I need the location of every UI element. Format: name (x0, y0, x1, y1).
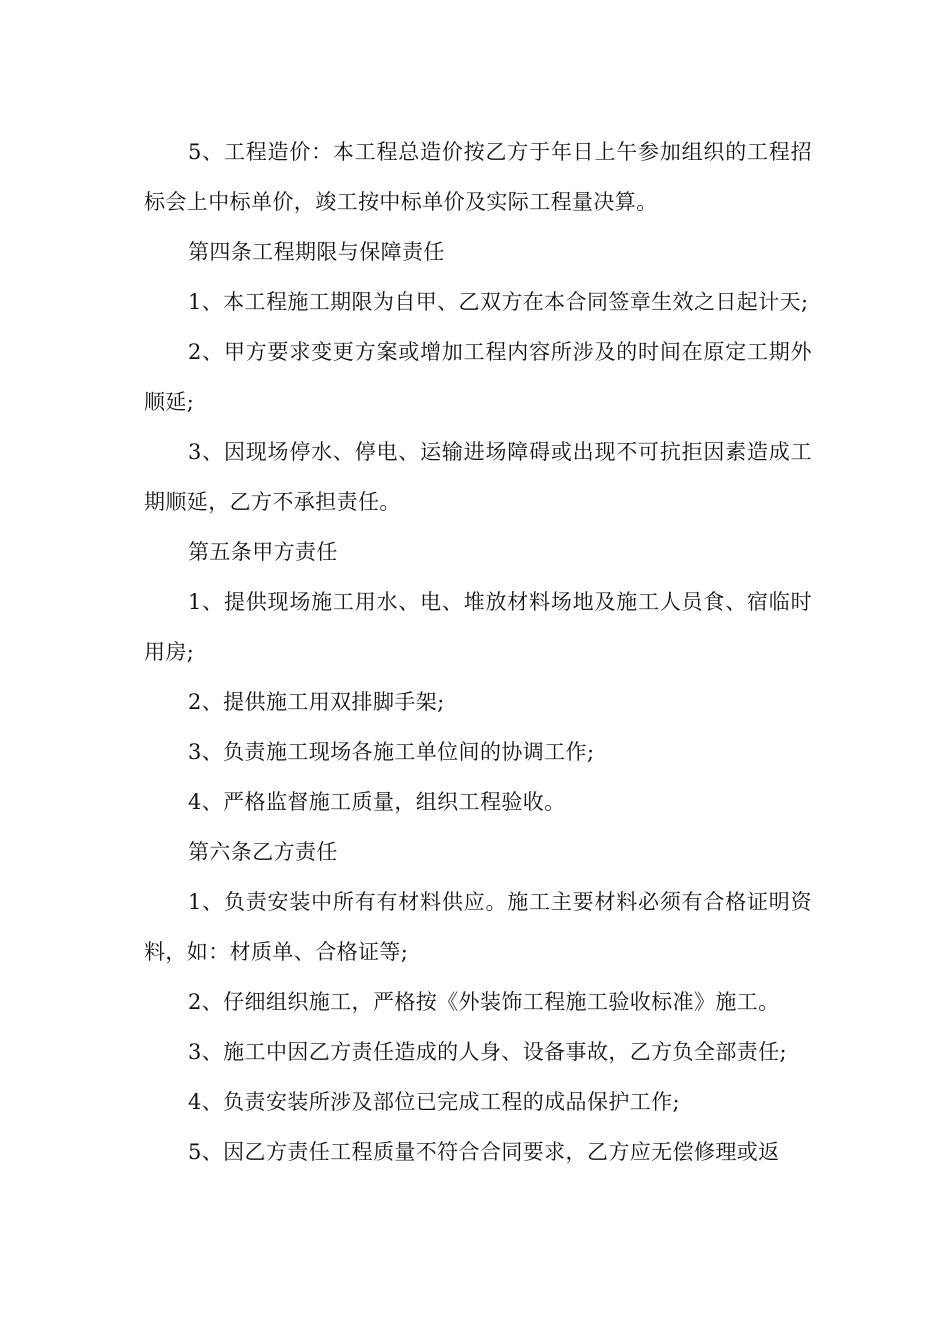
heading-article-4: 第四条工程期限与保障责任 (188, 240, 445, 264)
heading-article-5: 第五条甲方责任 (188, 540, 338, 564)
paragraph-period-1: 1、本工程施工期限为自甲、乙双方在本合同签章生效之日起计天; (188, 290, 809, 314)
paragraph-cost: 5、工程造价：本工程总造价按乙方于年日上午参加组织的工程招标会上中标单价，竣工按中标单价及实际工程量决算。 (144, 140, 812, 214)
paragraph-partyb-5: 5、因乙方责任工程质量不符合合同要求，乙方应无偿修理或返 (188, 1140, 780, 1164)
paragraph-partyb-3: 3、施工中因乙方责任造成的人身、设备事故，乙方负全部责任; (188, 1040, 788, 1064)
paragraph-partya-3: 3、负责施工现场各施工单位间的协调工作; (188, 740, 595, 764)
paragraph-period-2: 2、甲方要求变更方案或增加工程内容所涉及的时间在原定工期外顺延; (144, 340, 812, 414)
paragraph-partya-2: 2、提供施工用双排脚手架; (188, 690, 445, 714)
document-body (144, 127, 812, 1177)
paragraph-partya-1: 1、提供现场施工用水、电、堆放材料场地及施工人员食、宿临时用房; (144, 590, 812, 664)
paragraph-partyb-4: 4、负责安装所涉及部位已完成工程的成品保护工作; (188, 1090, 681, 1114)
paragraph-partyb-1: 1、负责安装中所有有材料供应。施工主要材料必须有合格证明资料，如：材质单、合格证等; (144, 890, 812, 964)
paragraph-period-3: 3、因现场停水、停电、运输进场障碍或出现不可抗拒因素造成工期顺延，乙方不承担责任。 (144, 440, 812, 514)
paragraph-partya-4: 4、严格监督施工质量，组织工程验收。 (188, 790, 566, 814)
heading-article-6: 第六条乙方责任 (188, 840, 338, 864)
paragraph-partyb-2: 2、仔细组织施工，严格按《外装饰工程施工验收标准》施工。 (188, 990, 780, 1014)
